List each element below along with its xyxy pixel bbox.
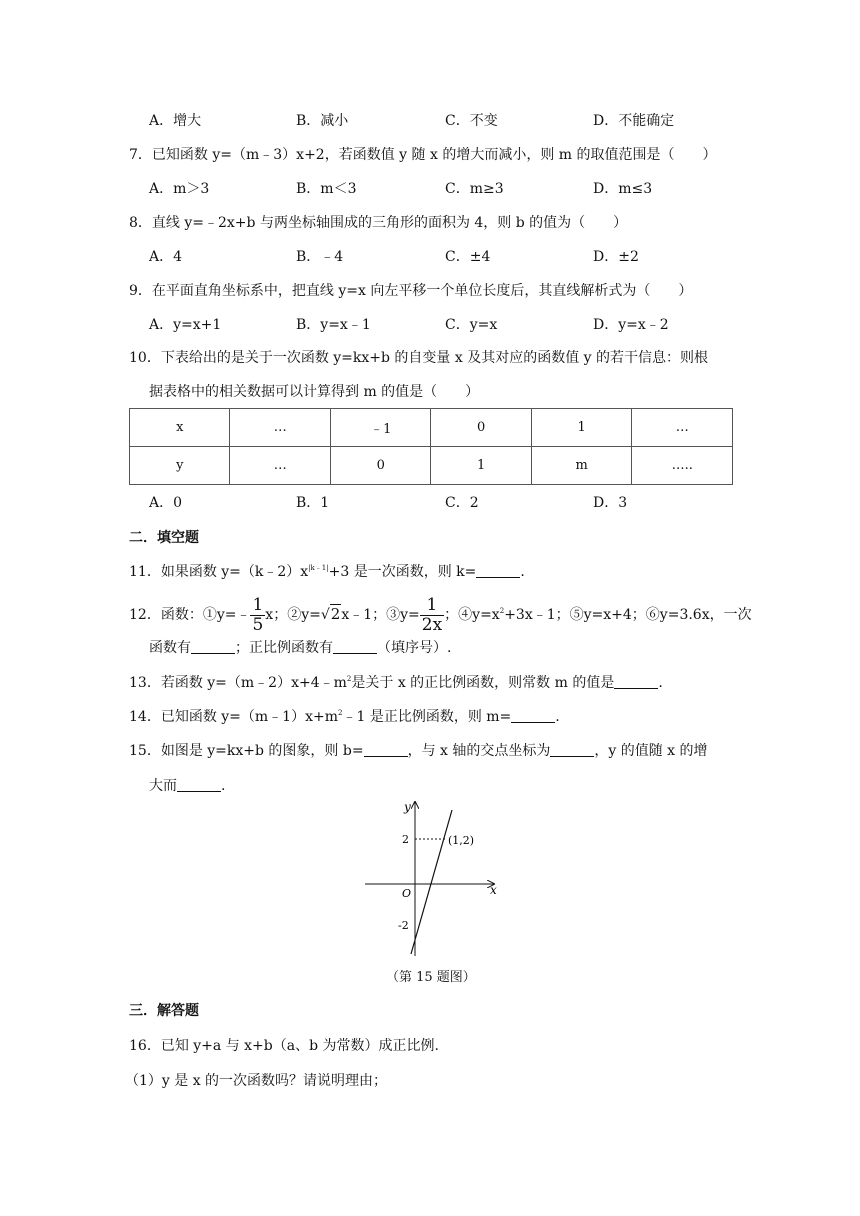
table-cell: ….. (632, 447, 733, 485)
sqrt-radicand: 2 (330, 605, 341, 623)
fraction-numerator: 1 (420, 596, 444, 616)
section-heading-fill-in: 二．填空题 (129, 530, 199, 546)
q15-line2-text: 大而 (149, 778, 177, 794)
x-axis-label: x (490, 883, 497, 897)
q12-line2 (149, 638, 451, 658)
q11-text-post: +3 是一次函数，则 k= (328, 564, 477, 580)
q8-option-a: A．4 (149, 249, 183, 265)
q10-option-a: A．0 (149, 495, 183, 511)
q8-option-b: B．﹣4 (296, 249, 344, 265)
q15-text-c: ，y 的值随 x 的增 (594, 743, 708, 759)
q12-text: 12．函数：①y=﹣ (129, 607, 251, 623)
table-cell: x (130, 409, 230, 447)
q15-end: . (221, 778, 226, 794)
table-row (130, 409, 733, 447)
table-cell: 0 (431, 409, 531, 447)
q9-option-a: A．y=x+1 (149, 317, 222, 333)
answer-blank (550, 742, 594, 757)
q13-text: 13．若函数 y=（m﹣2）x+4﹣m (129, 675, 347, 691)
answer-blank (614, 674, 658, 689)
q7-option-d: D．m≤3 (593, 181, 653, 197)
q15-text: 15．如图是 y=kx+b 的图象，则 b= (129, 743, 364, 759)
table-cell: … (632, 409, 733, 447)
table-cell: … (230, 447, 330, 485)
table-cell: 1 (531, 409, 631, 447)
q14 (129, 707, 560, 727)
q8-option-c: C．±4 (445, 249, 491, 265)
fraction-denominator: 2x (421, 614, 443, 635)
y-axis-label: y (404, 800, 411, 814)
q10-option-b: B．1 (296, 495, 330, 511)
point-label: (1,2) (448, 834, 475, 847)
q8-option-d: D．±2 (593, 249, 639, 265)
section-heading-solve: 三．解答题 (129, 1003, 199, 1019)
q12-text-4: ；④y=x (444, 607, 500, 623)
q9-text: 9．在平面直角坐标系中，把直线 y=x 向左平移一个单位长度后，其直线解析式为（ ） (129, 283, 693, 299)
q15-line2 (149, 776, 225, 796)
tick-label-2: 2 (402, 833, 409, 846)
q12-text-5: +3x﹣1；⑤y=x+4；⑥y=3.6x，一次 (504, 607, 752, 623)
answer-blank (511, 708, 555, 723)
q16-sub1: （1）y 是 x 的一次函数吗？请说明理由； (125, 1073, 388, 1089)
q6-option-a: A．增大 (149, 113, 202, 129)
table-cell: ﹣1 (330, 409, 430, 447)
q10-text-line2: 据表格中的相关数据可以计算得到 m 的值是（ ） (149, 384, 480, 400)
answer-blank (476, 563, 520, 578)
tick-label-neg2: -2 (398, 919, 409, 932)
table-row (130, 447, 733, 485)
q13-text-post: 是关于 x 的正比例函数，则常数 m 的值是 (351, 675, 615, 691)
table-cell: 0 (330, 447, 430, 485)
q10-text-line1: 10．下表给出的是关于一次函数 y=kx+b 的自变量 x 及其对应的函数值 y 的若干信息：则根 (129, 350, 709, 366)
fraction-denominator: 5 (252, 614, 264, 635)
q14-exponent: 2 (338, 709, 343, 717)
q9-option-b: B．y=x﹣1 (296, 317, 371, 333)
q12-line2-text-c: （填序号）. (377, 640, 452, 656)
q12-text-2: x；②y= (265, 607, 321, 623)
q6-option-b: B．减小 (296, 113, 349, 129)
q7-option-c: C．m≥3 (445, 181, 504, 197)
q15 (129, 741, 708, 761)
q11 (129, 562, 525, 582)
q6-option-c: C．不变 (445, 113, 498, 129)
origin-label: O (402, 887, 412, 900)
q12: 12．函数：①y=﹣ $\frac{1}{5}$ x；②y=√2x﹣1；③y= $\frac{1}{2x}$ ；$④y=x^2+3x﹣1$；⑤y=x+4；⑥y=3.6x，一次 (129, 594, 752, 635)
q11-text: 11．如果函数 y=（k﹣2）x (129, 564, 309, 580)
answer-blank (191, 639, 235, 654)
q11-end: . (520, 564, 525, 580)
q7-option-b: B．m＜3 (296, 181, 357, 197)
fraction-numerator: 1 (252, 594, 264, 615)
q14-text: 14．已知函数 y=（m﹣1）x+m (129, 709, 338, 725)
value-table (129, 408, 733, 485)
q9-option-c: C．y=x (445, 317, 498, 333)
q10-option-c: C．2 (445, 495, 479, 511)
answer-blank (364, 742, 408, 757)
q12-text-3: x﹣1；③y= (341, 607, 420, 623)
figure-caption: （第 15 题图） (386, 970, 476, 985)
table-cell: … (230, 409, 330, 447)
q10-option-d: D．3 (593, 495, 628, 511)
q16-text: 16．已知 y+a 与 x+b（a、b 为常数）成正比例. (129, 1038, 439, 1054)
table-cell: m (531, 447, 631, 485)
q14-end: . (555, 709, 560, 725)
q15-text-b: ，与 x 轴的交点坐标为 (407, 743, 551, 759)
fraction-1-5 (250, 596, 265, 635)
q7-option-a: A．m＞3 (149, 181, 210, 197)
answer-blank (333, 639, 377, 654)
answer-blank (177, 777, 221, 792)
q14-text-post: ﹣1 是正比例函数，则 m= (342, 709, 512, 725)
q6-option-d: D．不能确定 (593, 113, 675, 129)
q13-end: . (658, 675, 663, 691)
q7-text: 7．已知函数 y=（m﹣3）x+2，若函数值 y 随 x 的增大而减小，则 m 的取值范围是（ ） (129, 147, 717, 163)
q12-exponent: 2 (499, 607, 505, 615)
table-cell: 1 (431, 447, 531, 485)
fraction-1-2x (420, 596, 444, 635)
function-line (411, 810, 452, 954)
linear-function-graph (360, 796, 500, 961)
q8-text: 8．直线 y=﹣2x+b 与两坐标轴围成的三角形的面积为 4，则 b 的值为（ ） (129, 215, 628, 231)
q12-line2-text-b: ；正比例函数有 (235, 640, 333, 656)
q13 (129, 673, 663, 693)
q12-line2-text: 函数有 (149, 640, 191, 656)
q13-exponent: 2 (346, 675, 352, 683)
q11-exponent: |k﹣1| (308, 564, 329, 572)
table-cell: y (130, 447, 230, 485)
q9-option-d: D．y=x﹣2 (593, 317, 669, 333)
